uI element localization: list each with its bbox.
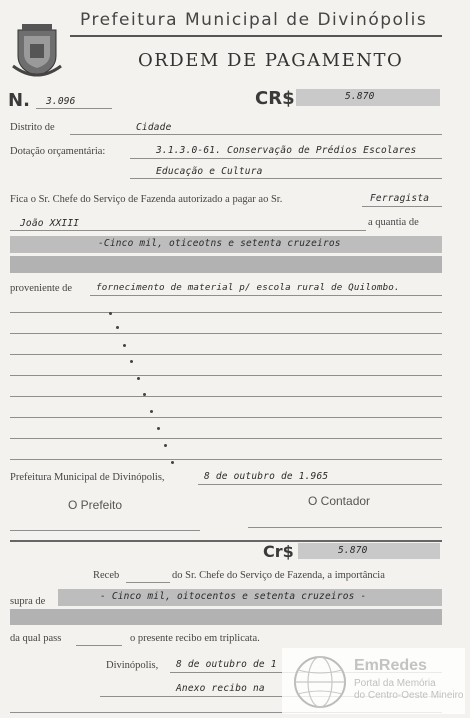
authorization-text: Fica o Sr. Chefe do Serviço de Fazenda autorizado a pagar ao Sr. — [10, 194, 283, 205]
receipt-words-band-2 — [10, 609, 442, 625]
cancel-dot — [130, 360, 133, 363]
blank-line — [10, 417, 442, 418]
order-number: 3.096 — [46, 96, 76, 107]
payee-part-2: João XXIII — [20, 218, 80, 229]
mayor-signature-label: O Prefeito — [68, 498, 123, 512]
receipt-amount: 5.870 — [338, 545, 368, 556]
amount-in-words: -Cinco mil, oticeotns e setenta cruzeiros — [98, 238, 341, 249]
cancel-dot — [123, 344, 126, 347]
cancel-dot — [116, 326, 119, 329]
emredes-watermark — [282, 648, 465, 714]
cancel-dot — [150, 410, 153, 413]
payee-underline-1 — [362, 206, 442, 207]
place-date-label: Prefeitura Municipal de Divinópolis, — [10, 472, 165, 483]
accountant-signature-label: O Contador — [308, 494, 371, 508]
allocation-underline-2 — [130, 178, 442, 179]
cancel-dot — [109, 312, 112, 315]
receipt-currency-label: Cr$ — [263, 542, 294, 561]
blank-line — [10, 354, 442, 355]
blank-line — [10, 459, 442, 460]
accountant-signature-line — [248, 527, 442, 528]
payee-underline-2 — [10, 230, 366, 231]
blank-line — [10, 333, 442, 334]
allocation-line-2: Educação e Cultura — [156, 166, 263, 177]
number-underline — [36, 108, 112, 109]
receipt-date: 8 de outubro de 1 — [176, 659, 277, 670]
blank-line — [10, 375, 442, 376]
supra-label: supra de — [10, 596, 46, 607]
globe-logo-icon — [292, 654, 348, 710]
origin-label: proveniente de — [10, 283, 73, 294]
cancel-dot — [143, 393, 146, 396]
watermark-brand: EmRedes — [354, 657, 427, 674]
allocation-line-1: 3.1.3.0-61. Conservação de Prédios Escolares — [156, 145, 417, 156]
district-value: Cidade — [136, 122, 172, 133]
receipt-amount-box — [298, 543, 440, 559]
mayor-signature-line — [10, 530, 200, 531]
place-date-underline — [198, 484, 442, 485]
document-title: ORDEM DE PAGAMENTO — [138, 50, 404, 71]
received-underline — [126, 582, 170, 583]
blank-line — [10, 396, 442, 397]
receipt-amount-in-words: - Cinco mil, oitocentos e setenta cruzeiros - — [100, 591, 367, 602]
received-label-b: do Sr. Chefe do Serviço de Fazenda, a importância — [172, 570, 385, 581]
coat-of-arms-icon — [10, 22, 64, 84]
payee-part-1: Ferragista — [370, 193, 430, 204]
municipality-name: Prefeitura Municipal de Divinópolis — [80, 10, 428, 30]
amount-words-band-2 — [10, 256, 442, 273]
district-underline — [70, 134, 442, 135]
district-label: Distrito de — [10, 122, 55, 133]
cancel-dot — [157, 427, 160, 430]
section-divider — [10, 540, 442, 542]
place-date-value: 8 de outubro de 1.965 — [204, 471, 329, 482]
number-label: N. — [8, 90, 30, 111]
order-amount: 5.870 — [345, 91, 375, 102]
watermark-line-2: do Centro-Oeste Mineiro — [354, 690, 464, 701]
origin-underline — [90, 295, 442, 296]
receipt-city-label: Divinópolis, — [106, 660, 159, 671]
triplicate-label-a: da qual pass — [10, 633, 62, 644]
origin-value: fornecimento de material p/ escola rural de Quilombo. — [96, 282, 400, 293]
currency-label: CR$ — [255, 88, 295, 109]
cancel-dot — [164, 444, 167, 447]
amount-text-label: a quantia de — [368, 217, 419, 228]
allocation-label: Dotação orçamentária: — [10, 146, 106, 157]
allocation-underline-1 — [130, 158, 442, 159]
blank-line — [10, 312, 442, 313]
received-label-a: Receb — [93, 570, 120, 581]
cancel-dot — [171, 461, 174, 464]
cancel-dot — [137, 377, 140, 380]
triplicate-label-b: o presente recibo em triplicata. — [130, 633, 260, 644]
header-rule — [70, 35, 442, 37]
blank-line — [10, 438, 442, 439]
annex-note: Anexo recibo na — [176, 683, 265, 694]
triplicate-underline — [76, 645, 122, 646]
watermark-line-1: Portal da Memória — [354, 678, 436, 689]
